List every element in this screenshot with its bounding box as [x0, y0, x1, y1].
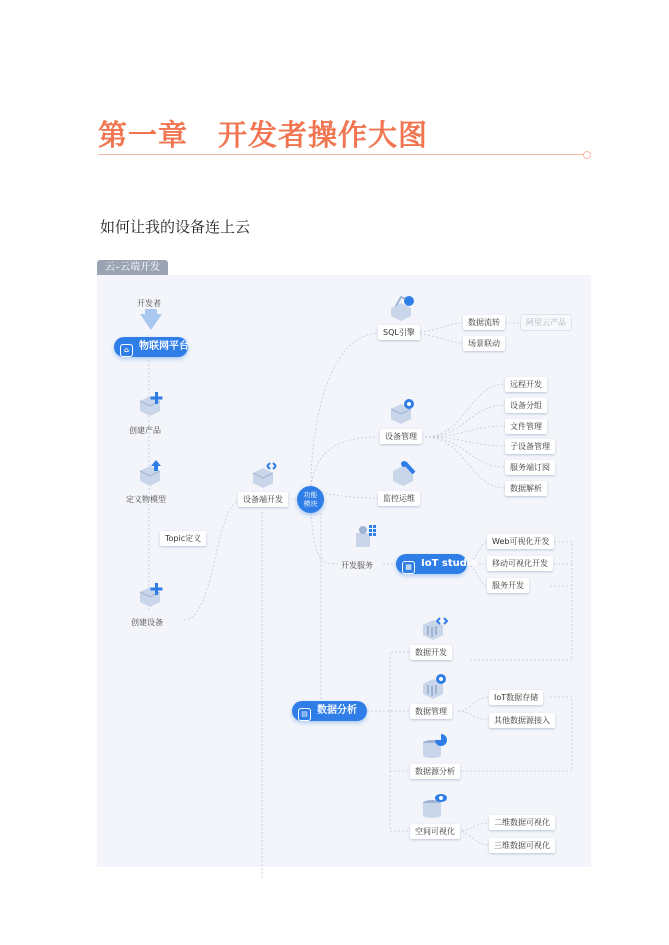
maintenance-node: 监控运维 — [378, 491, 420, 506]
visual-item-1: 二维数据可视化 — [489, 815, 555, 830]
data-dev-node: 数据开发 — [410, 645, 452, 660]
data-analysis-icon: ▤ — [298, 708, 311, 721]
dm-item-3: 文件管理 — [505, 419, 547, 434]
develop-service-label: 开发服务 — [341, 561, 373, 570]
page-subtitle: 如何让我的设备连上云 — [100, 218, 251, 236]
iot-studio-icon: ▦ — [402, 561, 415, 574]
visual-item-2: 三维数据可视化 — [489, 838, 555, 853]
studio-item-1: Web可视化开发 — [487, 534, 554, 549]
dm-item-4: 子设备管理 — [505, 439, 555, 454]
spatial-visual-node: 空间可视化 — [410, 824, 460, 839]
chapter-title: 第一章 开发者操作大图 — [98, 118, 429, 152]
maintenance-icon — [390, 459, 418, 487]
scene-linkage-node: 场景联动 — [463, 336, 505, 351]
define-model-label: 定义物模型 — [126, 495, 166, 504]
data-mgmt-item-1: IoT数据存储 — [489, 690, 543, 705]
hub-line-1: 功能 — [303, 490, 318, 499]
cloud-product-node: 阿里云产品 — [521, 315, 571, 330]
sql-engine-icon — [388, 294, 416, 322]
data-mgmt-icon — [420, 672, 448, 700]
sql-engine-node: SQL引擎 — [378, 325, 420, 340]
create-device-label: 创建设备 — [131, 618, 163, 627]
iot-studio-badge — [396, 554, 478, 574]
device-dev-icon — [250, 461, 278, 489]
data-source-analysis-node: 数据源分析 — [410, 764, 460, 779]
dm-item-5: 服务端订阅 — [505, 460, 555, 475]
create-product-icon — [136, 391, 164, 419]
data-dev-icon — [420, 613, 448, 641]
hub-line-2: 模块 — [303, 499, 318, 508]
data-analysis-badge — [292, 701, 367, 721]
topic-node: Topic定义 — [160, 531, 206, 546]
studio-item-3: 服务开发 — [487, 578, 529, 593]
iot-platform-badge — [114, 337, 188, 357]
dm-item-2: 设备分组 — [505, 398, 547, 413]
spatial-visual-icon — [420, 791, 448, 819]
define-model-icon — [136, 459, 164, 487]
function-module-hub — [297, 486, 324, 513]
iot-platform-icon: ⌂ — [120, 344, 133, 357]
data-mgmt-item-2: 其他数据源接入 — [489, 713, 555, 728]
data-mgmt-node: 数据管理 — [410, 704, 452, 719]
device-mgmt-icon — [388, 397, 416, 425]
arrow-down-icon — [140, 314, 162, 330]
iot-platform-label: 物联网平台 — [139, 341, 189, 352]
studio-item-2: 移动可视化开发 — [487, 556, 553, 571]
iot-studio-label: IoT studio — [421, 558, 478, 569]
device-dev-node: 设备端开发 — [238, 492, 288, 507]
device-mgmt-node: 设备管理 — [380, 429, 422, 444]
data-source-analysis-icon — [420, 731, 448, 759]
create-device-icon — [136, 582, 164, 610]
dm-item-6: 数据解析 — [505, 481, 547, 496]
section-tab: 云–云端开发 — [97, 260, 168, 275]
data-transfer-node: 数据流转 — [463, 315, 505, 330]
develop-service-icon — [350, 523, 378, 551]
create-product-label: 创建产品 — [129, 426, 161, 435]
developer-label: 开发者 — [137, 299, 161, 308]
dm-item-1: 远程开发 — [505, 377, 547, 392]
data-analysis-label: 数据分析 — [317, 705, 357, 716]
